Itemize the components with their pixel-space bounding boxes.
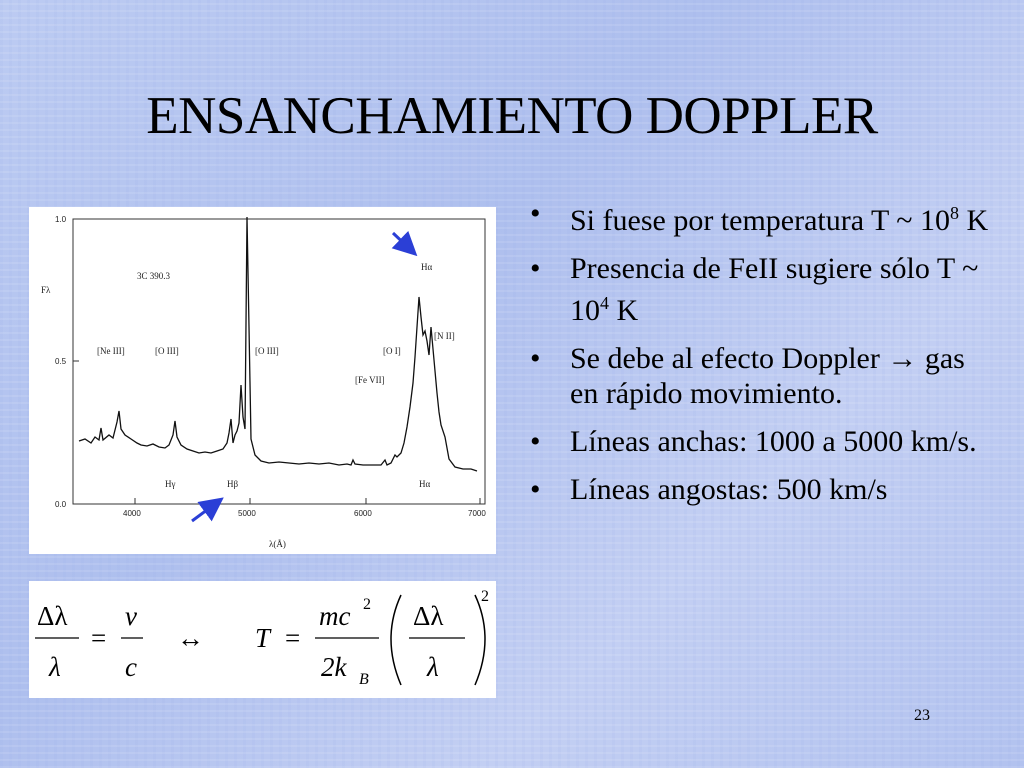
bullet-item <box>530 341 990 411</box>
bullet-text: Presencia de FeII sugiere sólo T ~ 10 <box>570 252 979 327</box>
page-number: 23 <box>914 707 930 724</box>
spectrum-plot <box>29 207 496 554</box>
bullet-icon: • <box>530 252 541 285</box>
bullet-icon: • <box>530 473 541 506</box>
bullet-superscript: 8 <box>950 203 960 223</box>
bullet-item <box>530 424 990 459</box>
bullet-item <box>530 472 990 507</box>
spectrum-trace <box>79 217 477 471</box>
formula-lambda: λ <box>49 652 61 682</box>
arrow-icon <box>393 233 413 252</box>
bullet-item <box>530 251 990 328</box>
bullet-icon: • <box>530 342 541 375</box>
formula-equals: = <box>91 623 107 653</box>
slide-title: ENSANCHAMIENTO DOPPLER <box>146 87 878 145</box>
x-tick-label: 6000 <box>354 509 372 518</box>
line-label: [O III] <box>255 346 279 356</box>
line-label: Hα <box>419 479 431 489</box>
doppler-formula <box>29 581 496 698</box>
formula-mc: mc <box>319 601 351 631</box>
x-axis-label: λ(Å) <box>269 539 286 549</box>
bullet-list <box>530 196 990 520</box>
y-tick-label: 0.0 <box>55 500 67 509</box>
bullet-superscript: 4 <box>600 293 609 313</box>
formula-T: T <box>255 623 271 653</box>
formula-lambda: λ <box>427 652 439 682</box>
bullet-item <box>530 196 990 238</box>
line-label: [O III] <box>155 346 179 356</box>
line-label: [O I] <box>383 346 401 356</box>
x-tick-label: 5000 <box>238 509 256 518</box>
formula-subscript: B <box>359 671 369 688</box>
line-label: Hγ <box>165 479 176 489</box>
y-tick-label: 0.5 <box>55 357 67 366</box>
bullet-icon: • <box>530 197 541 230</box>
bullet-icon: • <box>530 425 541 458</box>
object-label: 3C 390.3 <box>137 271 171 281</box>
formula-exponent: 2 <box>363 596 371 613</box>
spectrum-figure <box>29 207 496 554</box>
formula-svg <box>29 581 496 698</box>
formula-delta-lambda: Δλ <box>413 601 444 631</box>
bullet-text: Se debe al efecto Doppler → gas en rápido movimiento. <box>570 342 965 410</box>
bullet-tail: K <box>959 204 989 237</box>
line-label: Hα <box>421 262 433 272</box>
right-paren <box>475 595 485 685</box>
line-label: [Fe VII] <box>355 375 385 385</box>
line-label: Hβ <box>227 479 239 489</box>
formula-equals: = <box>285 623 301 653</box>
line-label: [Ne III] <box>97 346 125 356</box>
formula-delta-lambda: Δλ <box>37 601 68 631</box>
bullet-text: Si fuese por temperatura T ~ 10 <box>570 204 951 237</box>
bullet-tail: K <box>609 294 639 327</box>
x-tick-label: 4000 <box>123 509 141 518</box>
left-paren <box>391 595 401 685</box>
x-tick-label: 7000 <box>468 509 486 518</box>
formula-iff: ↔ <box>177 623 204 653</box>
formula-c: c <box>125 652 137 682</box>
formula-v: v <box>125 601 137 631</box>
line-label: [N II] <box>434 331 455 341</box>
y-tick-label: 1.0 <box>55 215 67 224</box>
formula-outer-exponent: 2 <box>481 588 489 605</box>
bullet-text: Líneas anchas: 1000 a 5000 km/s. <box>570 425 977 458</box>
y-axis-label: Fλ <box>41 285 51 295</box>
formula-two-k: 2k <box>321 652 347 682</box>
bullet-text: Líneas angostas: 500 km/s <box>570 473 888 506</box>
